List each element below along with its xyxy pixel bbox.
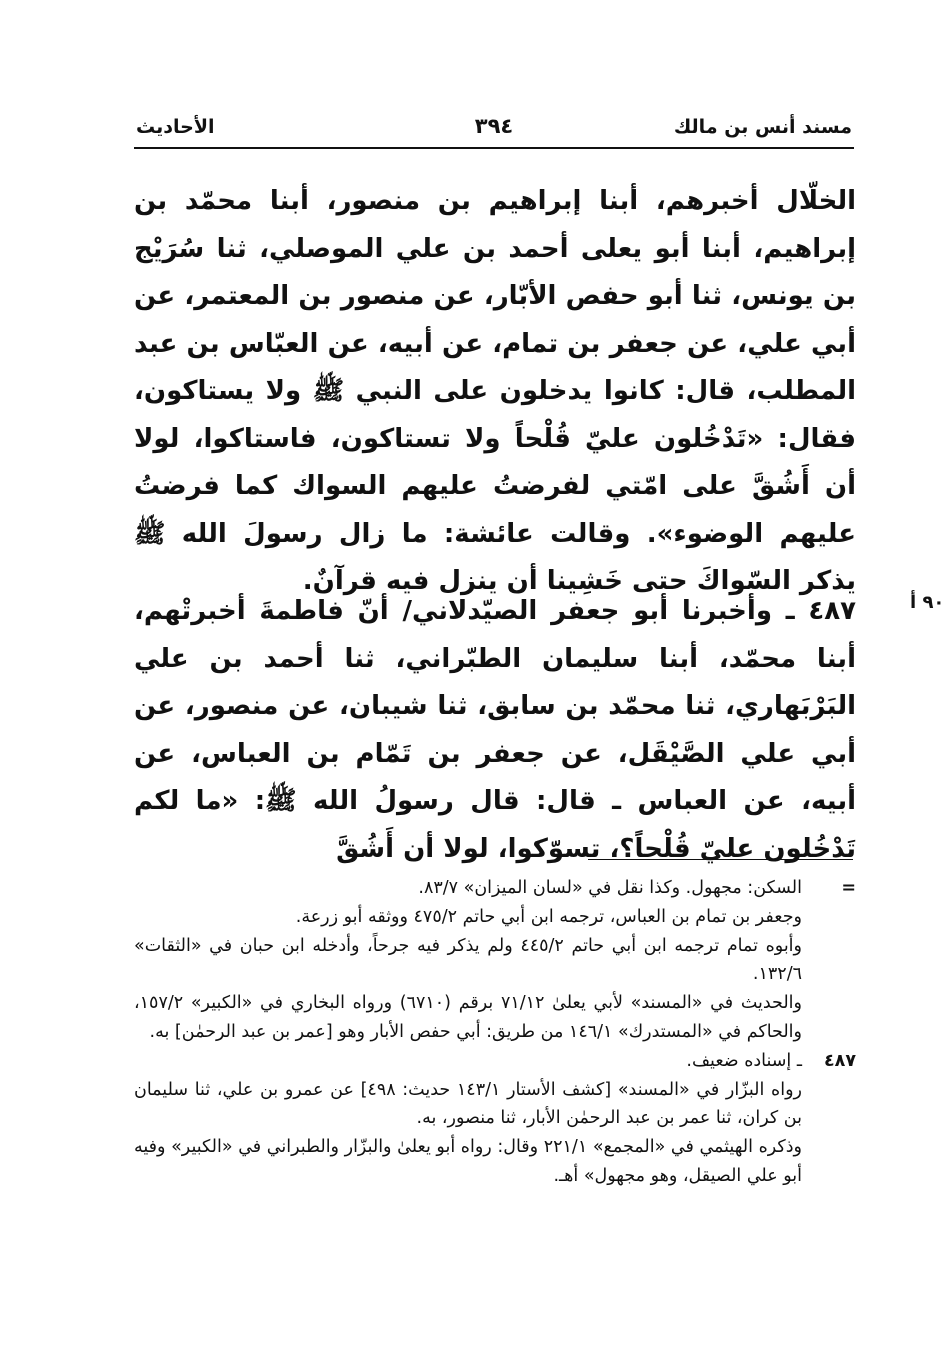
footnote-line: وأبوه تمام ترجمه ابن أبي حاتم ٤٤٥/٢ ولم يذكر فيه جرحاً، وأدخله ابن حبان في «الثقات» ١٣٢/٦. (134, 935, 802, 985)
footnotes (134, 874, 856, 1191)
footnote-487-block (134, 1047, 856, 1191)
running-header (136, 112, 852, 146)
footnote-line: السكن: مجهول. وكذا نقل في «لسان الميزان» ٨٣/٧. (418, 878, 802, 898)
footnote-line: وجعفر بن تمام بن العباس، ترجمه ابن أبي حاتم ٤٧٥/٢ ووثقه أبو زرعة. (295, 906, 802, 927)
footnote-number: ٤٨٧ (823, 1050, 856, 1071)
footnote-line: والحديث في «المسند» لأبي يعلىٰ ٧١/١٢ برقم (٦٧١٠) ورواه البخاري في «الكبير» ١٥٧/٢، والحاكم في «المستدرك» ١٤٦/١ من طريق: أبي حفص الأبار وهو [عمر بن عبد الرحمٰن] به. (134, 993, 802, 1042)
hadith-text-continued: الخلّال أخبرهم، أبنا إبراهيم بن منصور، أبنا محمّد بن إبراهيم، أبنا أبو يعلى أحمد بن علي الموصلي، ثنا سُرَيْج بن يونس، ثنا أبو حفص الأبّار، عن منصور بن المعتمر، عن أبي علي، عن جعفر بن تمام، عن أبيه، عن العبّاس بن عبد المطلب، قال: كانوا يدخلون على النبي ﷺ ولا يستاكون، فقال: «تَدْخُلون عليّ قُلْحاً ولا تستاكون، فاستاكوا، لولا أن أَشُقَّ على امّتي لفرضتُ عليهم السواك كما فرضتُ عليهم الوضوء». وقالت عائشة: ما زال رسولَ الله ﷺ يذكر السّواكَ حتى خَشِينا أن ينزل فيه قرآنٌ. (134, 186, 856, 596)
page-number: ٣٩٤ (474, 114, 514, 138)
header-section-title: الأحاديث (136, 116, 215, 138)
manuscript-folio-marker: ٩٠ أ (910, 592, 944, 613)
footnote-line: رواه البزّار في «المسند» [كشف الأستار ١٤٣/١ حديث: ٤٩٨] عن عمرو بن علي، ثنا سليمان بن كران، ثنا عمر بن عبد الرحمٰن الأبار، ثنا منصور، به. (134, 1079, 802, 1129)
hadith-487-text: ٤٨٧ ـ وأخبرنا أبو جعفر الصيّدلاني/ أنّ فاطمةَ أخبرتْهم، أبنا محمّد، أبنا سليمان الطبّراني، ثنا أحمد بن علي البَرْبَهاري، ثنا محمّد بن سابق، ثنا شيبان، عن منصور، عن أبي علي الصَّيْقَل، عن جعفر بن تَمّام بن العباس، عن أبيه، عن العباس ـ قال: قال رسولُ الله ﷺ: «ما لكم تَدْخُلون عليّ قُلْحاً؟، تسوّكوا، لولا أن أَشُقَّ (134, 596, 856, 864)
footnote-continuation-mark: = (841, 878, 856, 898)
footnote-divider (588, 859, 853, 860)
header-book-title: مسند أنس بن مالك (673, 116, 852, 138)
footnote-line: ـ إسناده ضعيف. (686, 1050, 802, 1071)
header-divider (134, 147, 854, 149)
footnote-line: وذكره الهيثمي في «المجمع» ٢٢١/١ وقال: رواه أبو يعلىٰ والبزّار والطبراني في «الكبير» وفيه أبو علي الصيقل، وهو مجهول» أهـ. (134, 1137, 802, 1186)
footnote-continued-block (134, 874, 856, 1047)
